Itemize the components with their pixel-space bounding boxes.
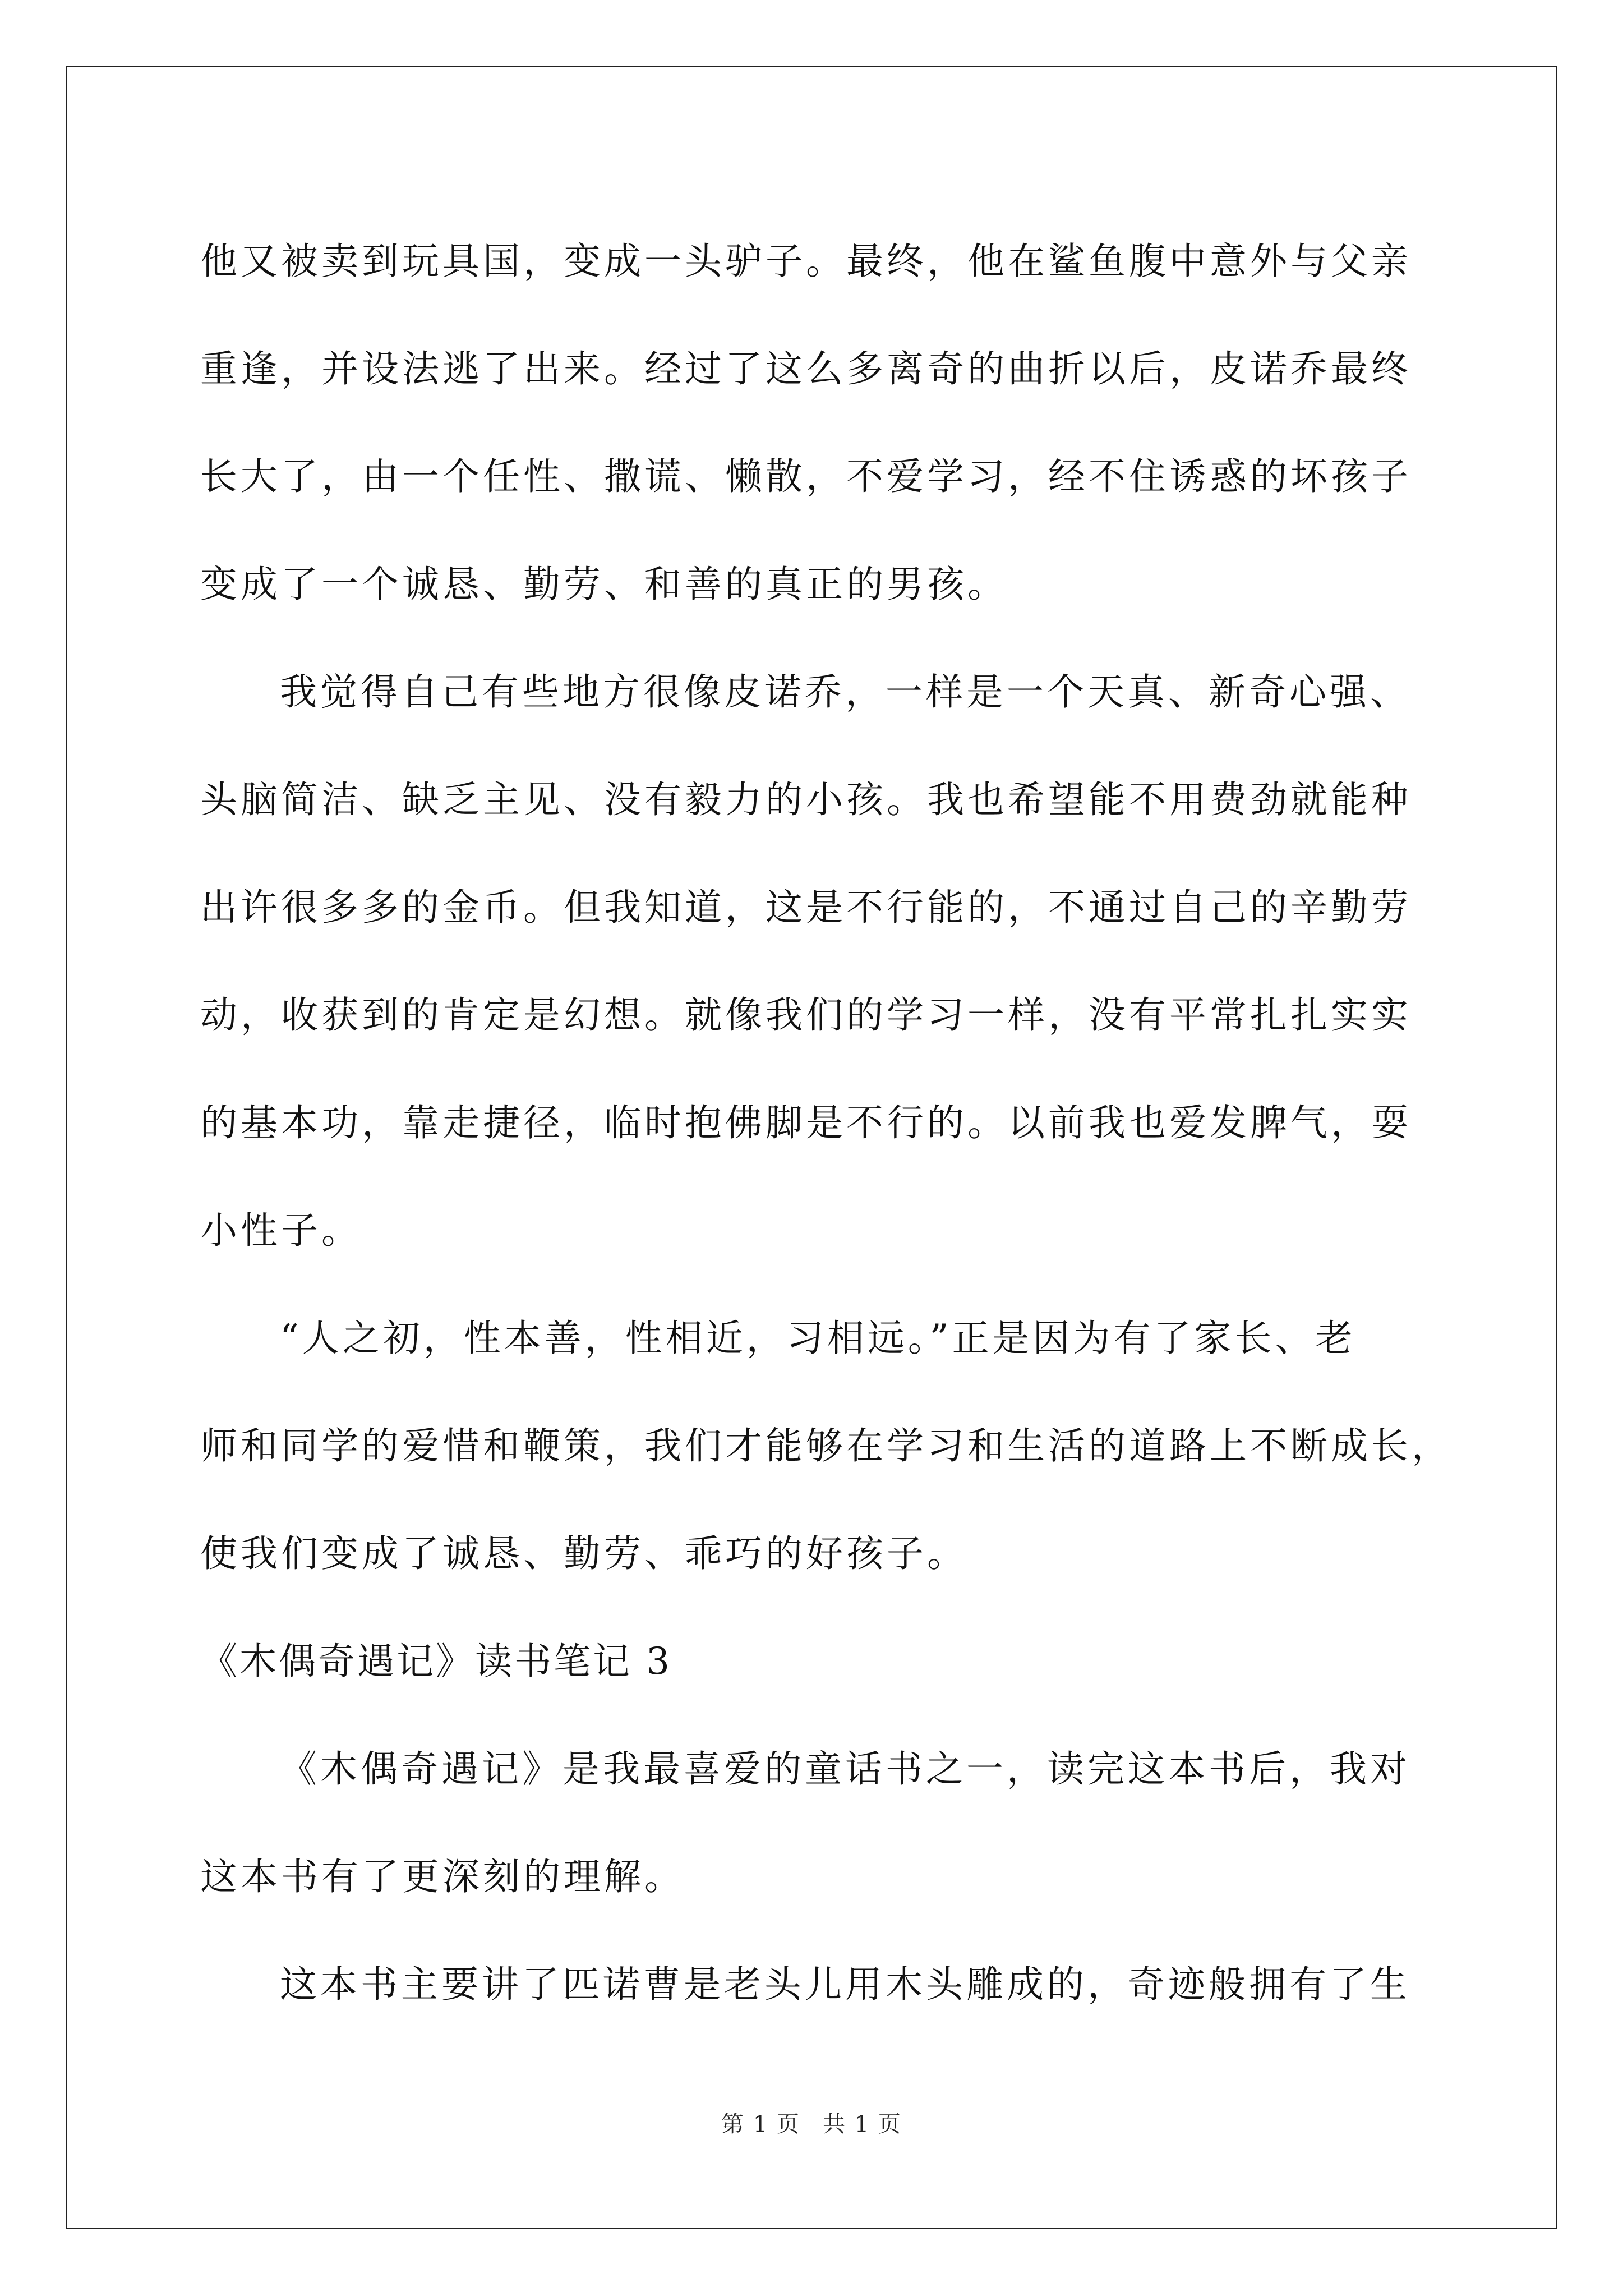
text-line-17: 这本书主要讲了匹诺曹是老头儿用木头雕成的，奇迹般拥有了生: [280, 1963, 1410, 2006]
text-line-15: 《木偶奇遇记》是我最喜爱的童话书之一，读完这本书后，我对: [280, 1747, 1410, 1791]
section-heading: 《木偶奇遇记》读书笔记 3: [200, 1640, 672, 1683]
text-line-9: 的基本功，靠走捷径，临时抱佛脚是不行的。以前我也爱发脾气，耍: [200, 1101, 1412, 1144]
text-line-16: 这本书有了更深刻的理解。: [200, 1855, 685, 1898]
text-line-8: 动，收获到的肯定是幻想。就像我们的学习一样，没有平常扎扎实实: [200, 993, 1412, 1037]
text-line-4: 变成了一个诚恳、勤劳、和善的真正的男孩。: [200, 563, 1008, 606]
text-line-12: 师和同学的爱惜和鞭策，我们才能够在学习和生活的道路上不断成长，: [200, 1424, 1452, 1467]
text-line-10: 小性子。: [200, 1209, 362, 1252]
text-line-2: 重逢，并设法逃了出来。经过了这么多离奇的曲折以后，皮诺乔最终: [200, 347, 1412, 390]
document-body: [200, 208, 1452, 2039]
text-line-3: 长大了，由一个任性、撒谎、懒散，不爱学习，经不住诱惑的坏孩子: [200, 455, 1412, 498]
text-line-13: 使我们变成了诚恳、勤劳、乖巧的好孩子。: [200, 1532, 967, 1575]
text-line-1: 他又被卖到玩具国，变成一头驴子。最终，他在鲨鱼腹中意外与父亲: [200, 240, 1412, 283]
page-footer: [0, 2110, 1623, 2138]
page-total: 共 1 页: [823, 2111, 902, 2137]
text-line-7: 出许很多多的金币。但我知道，这是不行能的，不通过自己的辛勤劳: [200, 886, 1412, 929]
page-number: 第 1 页: [721, 2111, 800, 2137]
text-line-6: 头脑简洁、缺乏主见、没有毅力的小孩。我也希望能不用费劲就能种: [200, 778, 1412, 821]
text-line-11: “人之初，性本善，性相近，习相远。”正是因为有了家长、老: [280, 1317, 1356, 1360]
text-line-5: 我觉得自己有些地方很像皮诺乔，一样是一个天真、新奇心强、: [280, 670, 1410, 714]
